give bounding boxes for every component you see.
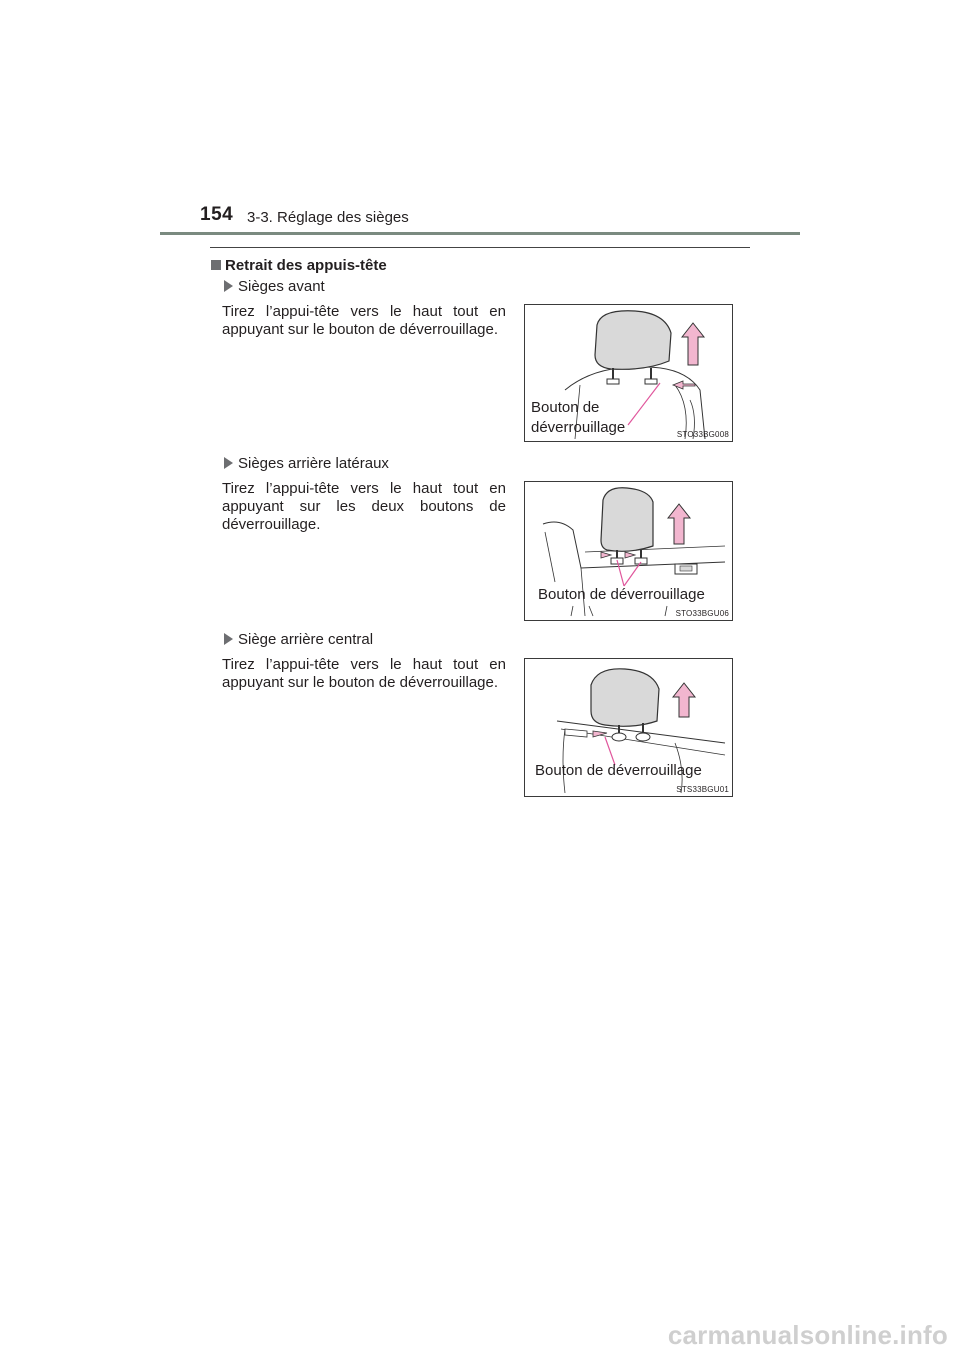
bullet-label: Siège arrière central [238, 631, 374, 648]
bullet-label: Sièges avant [238, 278, 325, 295]
figure-code: STS33BGU01 [676, 785, 729, 794]
instruction-rear-center-seat: Tirez l’appui-tête vers le haut tout en appuyant sur le bouton de déverrouillage. [222, 656, 506, 691]
bullet-label: Sièges arrière latéraux [238, 455, 389, 472]
bullet-front-seats [224, 278, 325, 295]
figure-rear-center-seat [524, 658, 733, 797]
triangle-bullet-icon [224, 280, 233, 292]
header-rule [160, 232, 800, 235]
section-title: 3-3. Réglage des sièges [247, 209, 409, 226]
figure-callout-label: Bouton de déverrouillage [538, 586, 705, 603]
figure-rear-outboard-seats [524, 481, 733, 621]
square-bullet-icon [211, 260, 221, 270]
figure-code: STO33BGU06 [675, 609, 729, 618]
triangle-bullet-icon [224, 457, 233, 469]
figure-callout-label: Bouton de déverrouillage [535, 762, 702, 779]
watermark: carmanualsonline.info [667, 1320, 948, 1350]
instruction-rear-outboard-seats: Tirez l’appui-tête vers le haut tout en appuyant sur les deux boutons de déverrouillage. [222, 480, 506, 533]
triangle-bullet-icon [224, 633, 233, 645]
figure-front-seats [524, 304, 733, 442]
instruction-front-seats: Tirez l’appui-tête vers le haut tout en appuyant sur le bouton de déverrouillage. [222, 303, 506, 338]
content-rule [210, 247, 750, 248]
figure-callout-label-line1: Bouton de [531, 399, 600, 416]
figure-callout-label-line2: déverrouillage [531, 419, 626, 436]
section-heading-text: Retrait des appuis-tête [225, 257, 387, 274]
bullet-rear-outboard-seats [224, 455, 389, 472]
section-heading [211, 257, 387, 274]
figure-code: STO33BG008 [676, 430, 729, 439]
page-number: 154 [200, 204, 234, 225]
bullet-rear-center-seat [224, 631, 373, 648]
